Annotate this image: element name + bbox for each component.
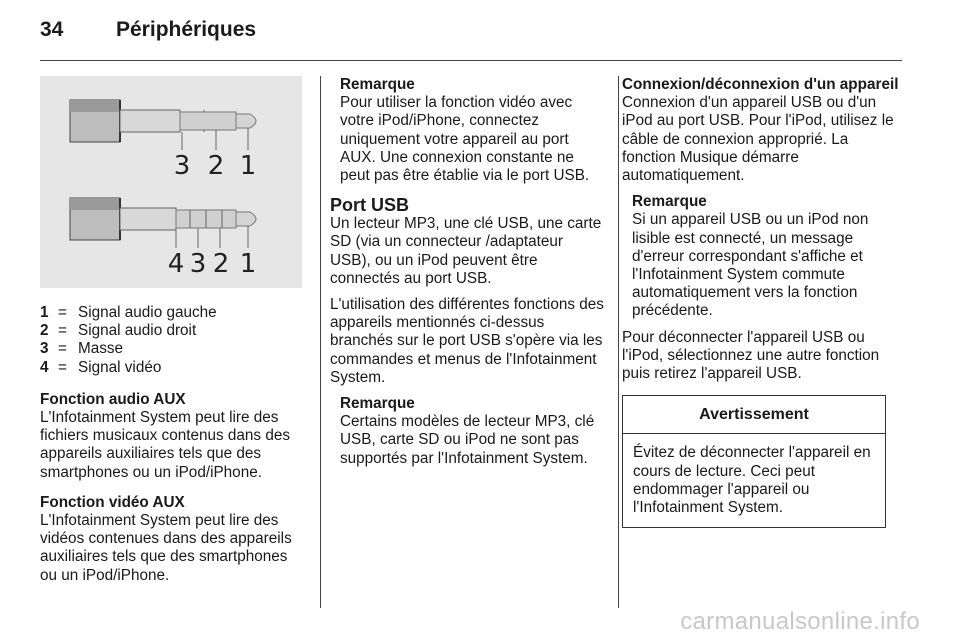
jack-plug-illustration (40, 76, 302, 288)
plug-top-label-2: 2 (207, 151, 225, 181)
column-middle (330, 76, 606, 476)
usb-port-paragraph-1: Un lecteur MP3, une clé USB, une carte SD (via un connecteur /adaptateur USB), ou un iPod peuvent être connectés au port USB. (330, 215, 602, 287)
connect-text: Connexion d'un appareil USB ou d'un iPod au port USB. Pour l'iPod, utilisez le câble de connexion approprié. La fonction Musique démarre automatiquement. (622, 94, 894, 185)
note-unreadable-device (622, 193, 904, 320)
note-text: Pour utiliser la fonction vidéo avec votre iPod/iPhone, connectez uniquement votre appareil au port AUX. Une connexion constante ne peut pas être établie via le port USB. (340, 94, 590, 185)
legend-item (40, 322, 308, 340)
plug-4-pole (70, 198, 256, 279)
warning-title: Avertissement (623, 396, 885, 434)
note-text: Si un appareil USB ou un iPod non lisible est connecté, un message d'erreur correspondant s'affiche et l'Infotainment System commute automatiquement vers la fonction précédente. (632, 211, 869, 320)
note-title: Remarque (340, 395, 415, 413)
header-divider (40, 60, 902, 61)
warning-box (622, 395, 886, 528)
plug-3-pole (70, 100, 256, 181)
usb-port-heading: Port USB (330, 195, 410, 216)
page-title: Périphériques (116, 18, 257, 41)
figure-legend (40, 304, 308, 377)
note-title: Remarque (632, 193, 707, 211)
note-title: Remarque (340, 76, 415, 93)
legend-text: Masse (78, 340, 124, 358)
warning-text: Évitez de déconnecter l'appareil en cours de lecture. Ceci peut endommager l'appareil ou l'Infotainment System. (633, 444, 871, 517)
legend-number: 4 (40, 358, 49, 376)
legend-item (40, 359, 308, 377)
aux-video-text: L'Infotainment System peut lire des vidéos contenues dans des appareils auxiliaires tels que des smartphones ou un iPod/iPhone. (40, 512, 292, 584)
plug-top-label-3: 3 (173, 151, 191, 181)
note-unsupported-devices (330, 395, 606, 468)
note-text: Certains modèles de lecteur MP3, clé USB, carte SD ou iPod ne sont pas supportés par l'Infotainment System. (340, 413, 595, 467)
column-divider (618, 76, 619, 608)
legend-equals: = (58, 358, 67, 376)
aux-audio-section (40, 391, 308, 482)
aux-video-heading: Fonction vidéo AUX (40, 493, 185, 511)
column-right (622, 76, 904, 528)
legend-number: 3 (40, 340, 49, 358)
aux-video-section (40, 494, 308, 585)
legend-item (40, 340, 308, 358)
legend-equals: = (58, 304, 67, 321)
plug-top-label-1: 1 (239, 151, 257, 181)
legend-item (40, 304, 308, 322)
note-aux-video (330, 76, 606, 185)
legend-text: Signal vidéo (78, 358, 162, 376)
column-left (40, 76, 308, 597)
plug-bottom-label-3: 3 (189, 249, 207, 279)
usb-port-paragraph-2: L'utilisation des différentes fonctions des appareils mentionnés ci-dessus branchés sur le port USB s'opère via les commandes et menus de l'Infotainment System. (330, 296, 604, 386)
disconnect-text: Pour déconnecter l'appareil USB ou l'iPod, sélectionnez une autre fonction puis retirez l'appareil USB. (622, 328, 880, 383)
column-divider (320, 76, 321, 608)
legend-number: 2 (40, 322, 49, 340)
aux-audio-heading: Fonction audio AUX (40, 390, 186, 408)
legend-text: Signal audio gauche (78, 304, 217, 321)
jack-plug-figure (40, 76, 302, 288)
plug-bottom-label-1: 1 (239, 249, 257, 279)
aux-audio-text: L'Infotainment System peut lire des fichiers musicaux contenus dans des appareils auxiliaires tels que des smartphones ou un iPod/iPhone. (40, 409, 290, 481)
plug-bottom-label-2: 2 (212, 249, 230, 279)
connect-heading: Connexion/déconnexion d'un appareil (622, 76, 899, 93)
legend-text: Signal audio droit (78, 322, 197, 340)
page-number: 34 (40, 18, 64, 41)
watermark: carmanualsonline.info (680, 608, 920, 635)
legend-number: 1 (40, 304, 49, 321)
legend-equals: = (58, 322, 67, 340)
page-header (40, 18, 256, 48)
legend-equals: = (58, 340, 67, 358)
plug-bottom-label-4: 4 (167, 249, 185, 279)
